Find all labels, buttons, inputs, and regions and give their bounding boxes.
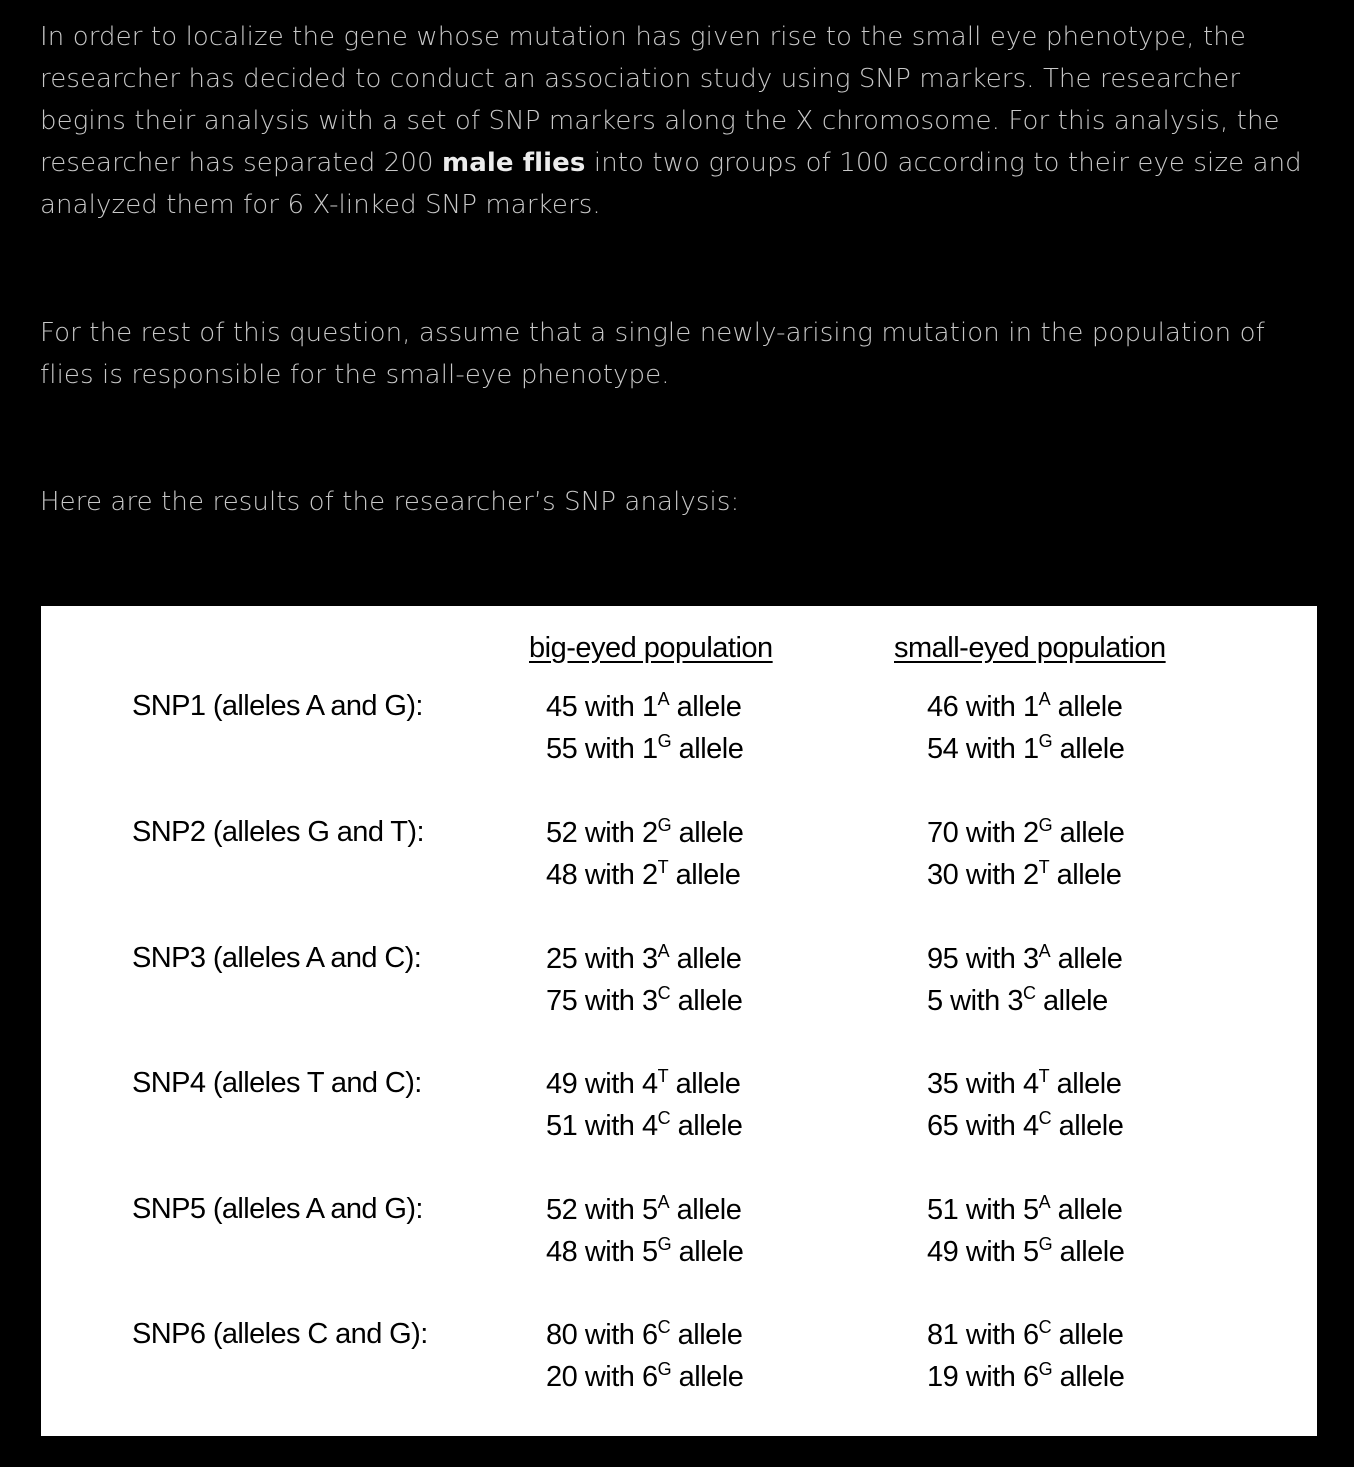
small-population-allele-count [927,980,1108,1025]
allele-superscript: G [1038,731,1053,751]
allele-superscript: C [1038,1108,1052,1128]
allele-superscript: G [1038,1359,1053,1379]
allele-count-text: 49 with 4 [546,1068,658,1100]
allele-count-text: 48 with 5 [546,1236,658,1268]
snp-label: SNP4 (alleles T and C): [132,1067,422,1099]
allele-word: allele [1051,1319,1124,1351]
small-population-allele-count [927,1314,1123,1359]
allele-count-text: 52 with 5 [546,1194,658,1226]
allele-word: allele [671,1361,744,1393]
allele-word: allele [1052,733,1125,765]
allele-word: allele [669,691,742,723]
allele-word: allele [668,859,741,891]
big-population-allele-count [546,1314,742,1359]
snp-label: SNP6 (alleles C and G): [132,1318,428,1350]
big-population-allele-count [546,1063,740,1108]
snp-label: SNP3 (alleles A and C): [132,942,422,974]
allele-word: allele [671,817,744,849]
allele-superscript: T [657,857,669,877]
allele-word: allele [671,1236,744,1268]
allele-count-text: 70 with 2 [927,817,1039,849]
small-population-allele-count [927,686,1122,731]
allele-word: allele [1050,1194,1123,1226]
allele-word: allele [1050,943,1123,975]
allele-superscript: G [657,1359,672,1379]
allele-count-text: 95 with 3 [927,943,1039,975]
small-population-allele-count [927,938,1122,983]
allele-word: allele [1035,985,1108,1017]
allele-count-text: 65 with 4 [927,1110,1039,1142]
small-population-allele-count [927,728,1124,773]
allele-count-text: 49 with 5 [927,1236,1039,1268]
big-population-allele-count [546,812,743,857]
allele-superscript: A [657,1192,670,1212]
allele-word: allele [1051,1110,1124,1142]
allele-count-text: 46 with 1 [927,691,1039,723]
allele-superscript: G [1038,815,1053,835]
snp-label: SNP1 (alleles A and G): [132,690,423,722]
allele-superscript: C [657,1317,671,1337]
allele-word: allele [1049,859,1122,891]
allele-count-text: 45 with 1 [546,691,658,723]
big-population-allele-count [546,686,741,731]
allele-word: allele [670,1110,743,1142]
allele-superscript: T [1038,857,1050,877]
allele-superscript: G [657,815,672,835]
male-flies-emphasis: male flies [442,148,586,178]
allele-count-text: 5 with 3 [927,985,1023,1017]
allele-word: allele [671,733,744,765]
allele-superscript: A [657,689,670,709]
allele-count-text: 35 with 4 [927,1068,1039,1100]
allele-count-text: 52 with 2 [546,817,658,849]
allele-word: allele [669,943,742,975]
allele-count-text: 20 with 6 [546,1361,658,1393]
allele-count-text: 55 with 1 [546,733,658,765]
snp-label: SNP5 (alleles A and G): [132,1193,423,1225]
allele-count-text: 25 with 3 [546,943,658,975]
allele-superscript: A [1038,1192,1051,1212]
intro-text-before: In order to localize the gene whose mutation has given rise to the small eye phenotype, the researcher has decided to conduct an association study using SNP markers. The researcher begins their analysis with a set of SNP markers along the X chromosome. For this analysis, the researcher has separated 200 [40,22,1280,178]
big-population-allele-count [546,938,741,983]
allele-superscript: G [657,1234,672,1254]
allele-count-text: 51 with 5 [927,1194,1039,1226]
small-population-allele-count [927,1231,1124,1276]
big-population-allele-count [546,728,743,773]
big-eyed-column-header: big-eyed population [529,632,773,664]
intro-text-after: into two groups of 100 according to their eye size and analyzed them for 6 X-linked SNP markers. [40,148,1302,220]
allele-count-text: 30 with 2 [927,859,1039,891]
allele-superscript: A [657,941,670,961]
allele-word: allele [1052,1361,1125,1393]
small-population-allele-count [927,812,1124,857]
allele-count-text: 48 with 2 [546,859,658,891]
allele-word: allele [668,1068,741,1100]
allele-superscript: C [657,983,671,1003]
small-population-allele-count [927,1356,1124,1401]
allele-count-text: 51 with 4 [546,1110,658,1142]
big-population-allele-count [546,1105,742,1150]
small-eyed-column-header: small-eyed population [894,632,1166,664]
allele-superscript: C [657,1108,671,1128]
small-population-allele-count [927,854,1121,899]
big-population-allele-count [546,1231,743,1276]
allele-word: allele [1049,1068,1122,1100]
allele-superscript: C [1022,983,1036,1003]
big-population-allele-count [546,1356,743,1401]
allele-count-text: 75 with 3 [546,985,658,1017]
big-population-allele-count [546,980,742,1025]
allele-superscript: G [1038,1234,1053,1254]
allele-superscript: T [1038,1066,1050,1086]
results-intro-paragraph: Here are the results of the researcher’s SNP analysis: [40,487,740,517]
assumption-paragraph: For the rest of this question, assume that a single newly-arising mutation in the population of flies is responsible for the small-eye phenotype. [40,318,1265,390]
allele-word: allele [669,1194,742,1226]
allele-word: allele [670,1319,743,1351]
allele-word: allele [1052,817,1125,849]
allele-count-text: 81 with 6 [927,1319,1039,1351]
allele-count-text: 19 with 6 [927,1361,1039,1393]
allele-superscript: A [1038,941,1051,961]
allele-count-text: 54 with 1 [927,733,1039,765]
allele-superscript: T [657,1066,669,1086]
small-population-allele-count [927,1189,1122,1234]
allele-superscript: C [1038,1317,1052,1337]
small-population-allele-count [927,1105,1123,1150]
allele-superscript: G [657,731,672,751]
snp-results-table [41,606,1317,1436]
allele-superscript: A [1038,689,1051,709]
snp-label: SNP2 (alleles G and T): [132,816,424,848]
big-population-allele-count [546,854,740,899]
intro-paragraph [40,16,1320,226]
allele-word: allele [670,985,743,1017]
big-population-allele-count [546,1189,741,1234]
small-population-allele-count [927,1063,1121,1108]
allele-word: allele [1050,691,1123,723]
allele-word: allele [1052,1236,1125,1268]
allele-count-text: 80 with 6 [546,1319,658,1351]
